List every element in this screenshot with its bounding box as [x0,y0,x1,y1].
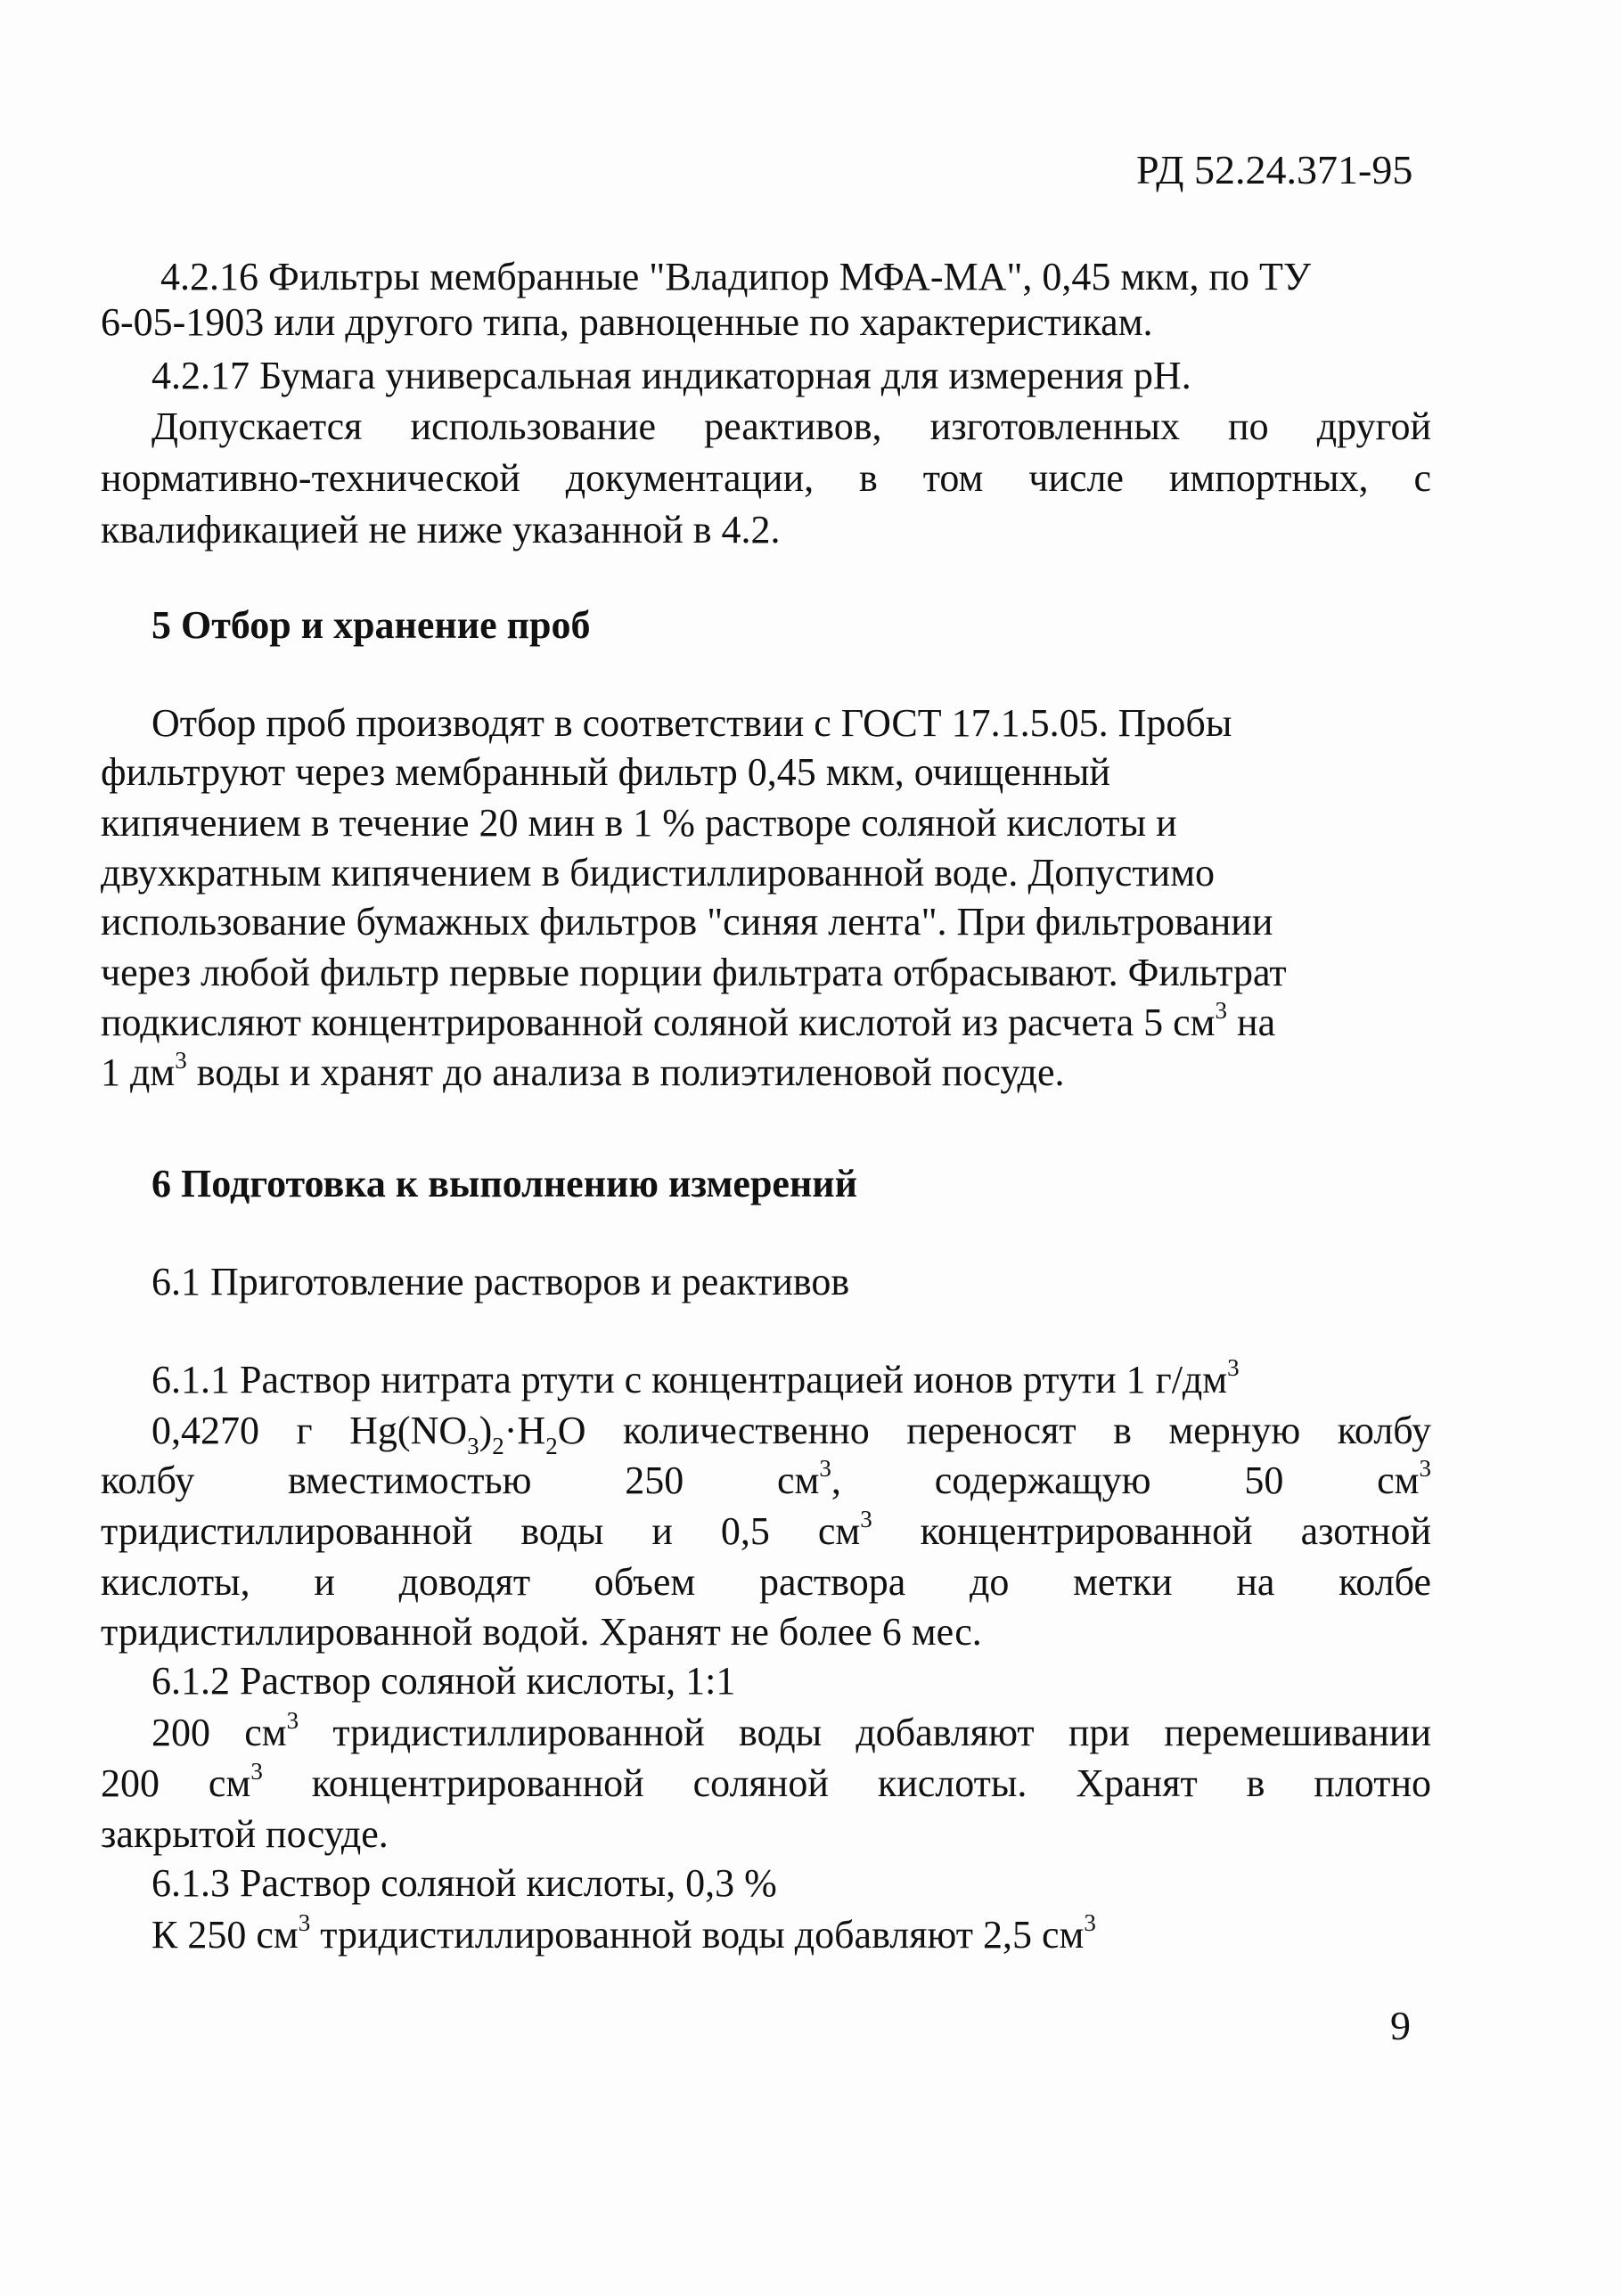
note-line-1: Допускается использование реактивов, изготовленных по другой [151,404,1431,448]
item-4-2-16-line-2: 6-05-1903 или другого типа, равноценные по характеристикам. [101,300,1153,344]
superscript: 3 [1084,1909,1096,1937]
section-5-line-7 [101,997,1275,1048]
text-run: 6.1.1 Раствор нитрата ртути с концентрацией ионов ртути 1 г/дм [151,1358,1228,1401]
text-run: тридистиллированной воды добавляют 2,5 см [310,1913,1085,1957]
subsection-6-1-heading: 6.1 Приготовление растворов и реактивов [151,1260,850,1303]
text-run: O количественно переносят в мерную колбу [557,1409,1431,1452]
item-6-1-2-line-2 [101,1758,1431,1809]
superscript: 3 [1419,1455,1431,1483]
item-6-1-1-line-3 [101,1506,1431,1557]
note-line-2: нормативно-технической документации, в том числе импортных, с [101,456,1431,500]
section-5-line-3: кипячением в течение 20 мин в 1 % растворе соляной кислоты и [101,801,1177,845]
text-run: 1 дм [101,1050,176,1094]
text-run: 200 см [101,1761,251,1805]
text-run: К 250 см [151,1913,299,1957]
superscript: 3 [250,1758,263,1785]
item-6-1-1-line-2 [101,1455,1431,1506]
page-number: 9 [1390,2003,1411,2048]
text-run: концентрированной соляной кислоты. Хранят в плотно [262,1761,1431,1805]
item-6-1-2-line-1 [151,1707,1431,1758]
item-6-1-1-title [151,1354,1240,1405]
text-run: тридистиллированной воды добавляют при перемешивании [299,1711,1431,1754]
document-code-header: РД 52.24.371-95 [1136,147,1413,192]
superscript: 3 [1227,1354,1240,1382]
section-5-line-4: двухкратным кипячением в бидистиллированной воде. Допустимо [101,851,1216,895]
note-line-3: квалификацией не ниже указанной в 4.2. [101,508,781,552]
superscript: 3 [1215,997,1228,1025]
subscript: 2 [545,1432,558,1459]
section-5-line-1: Отбор проб производят в соответствии с ГОСТ 17.1.5.05. Пробы [151,701,1232,745]
text-run: колбу вместимостью 250 см [101,1458,820,1502]
text-run: 200 см [151,1711,287,1754]
superscript: 3 [175,1047,187,1074]
section-5-line-8 [101,1047,1064,1098]
superscript: 3 [286,1707,299,1735]
item-6-1-3-title: 6.1.3 Раствор соляной кислоты, 0,3 % [151,1861,777,1905]
superscript: 3 [298,1909,311,1937]
text-run: , содержащую 50 см [831,1458,1420,1502]
text-run: 0,4270 г Hg(NO [151,1409,468,1452]
text-run: подкисляют концентрированной соляной кислотой из расчета 5 см [101,1001,1216,1044]
text-run: тридистиллированной воды и 0,5 см [101,1509,861,1553]
section-5-line-5: использование бумажных фильтров "синяя лента". При фильтровании [101,900,1273,944]
text-run: ·H [503,1409,546,1452]
section-5-heading: 5 Отбор и хранение проб [151,603,591,647]
item-4-2-16-line-1: 4.2.16 Фильтры мембранные "Владипор МФА-МА", 0,45 мкм, по ТУ [160,255,1312,298]
item-4-2-17: 4.2.17 Бумага универсальная индикаторная для измерения pH. [151,354,1191,397]
text-run: на [1227,1001,1276,1044]
text-run: воды и хранят до анализа в полиэтиленовой посуде. [186,1050,1065,1094]
item-6-1-2-title: 6.1.2 Раствор соляной кислоты, 1:1 [151,1659,736,1703]
text-run: ) [479,1409,493,1452]
section-6-heading: 6 Подготовка к выполнению измерений [151,1162,857,1205]
section-5-line-6: через любой фильтр первые порции фильтрата отбрасывают. Фильтрат [101,951,1287,994]
subscript: 3 [467,1432,479,1459]
superscript: 3 [860,1506,872,1533]
item-6-1-1-line-5: тридистиллированной водой. Хранят не более 6 мес. [101,1610,982,1654]
section-5-line-2: фильтруют через мембранный фильтр 0,45 мкм, очищенный [101,750,1110,794]
item-6-1-1-line-4: кислоты, и доводят объем раствора до метки на колбе [101,1560,1431,1604]
item-6-1-3-line-1 [151,1909,1096,1960]
superscript: 3 [819,1455,831,1483]
item-6-1-2-line-3: закрытой посуде. [101,1812,389,1856]
item-6-1-1-line-1 [151,1405,1431,1459]
text-run: концентрированной азотной [872,1509,1432,1553]
subscript: 2 [492,1432,504,1459]
